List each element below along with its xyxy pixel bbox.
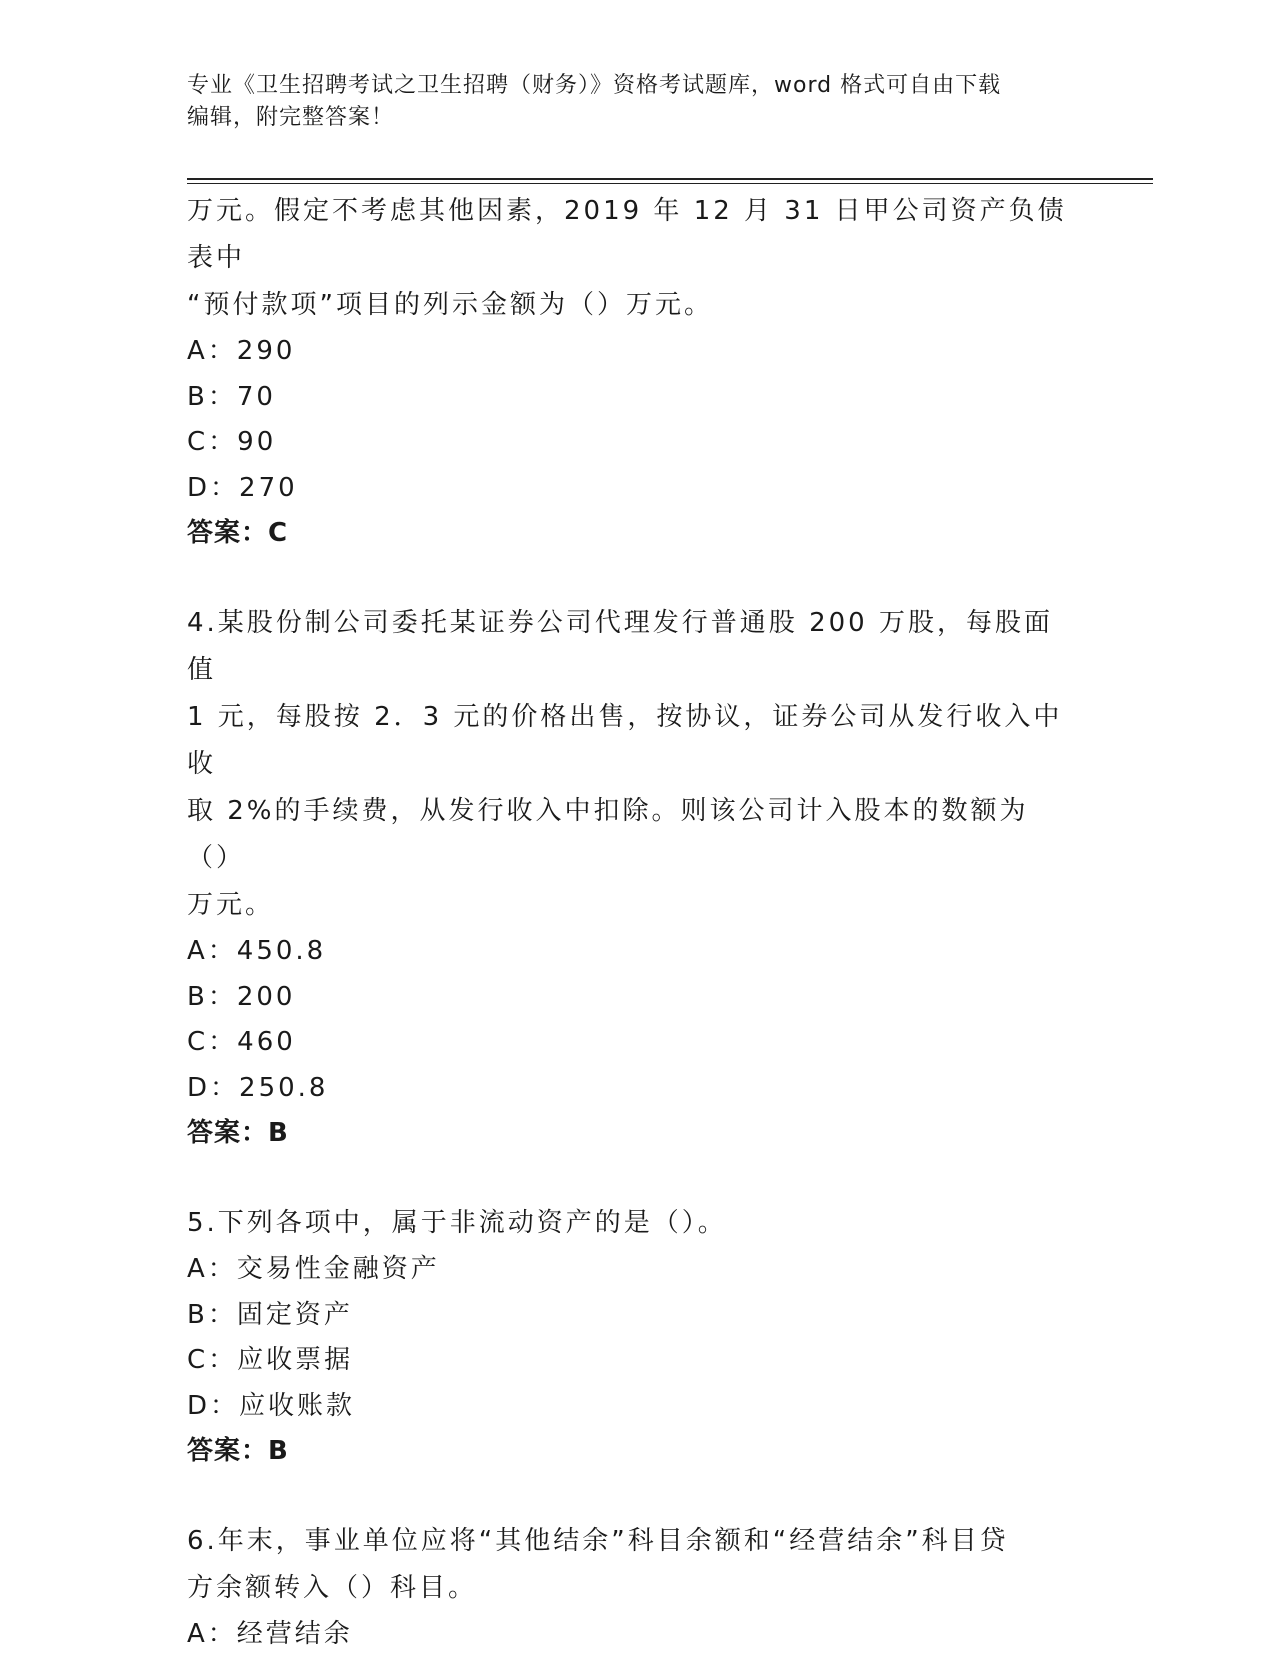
question-6: [187, 1518, 1067, 1658]
answer: 答案：C: [187, 518, 289, 548]
question-3-continued: [187, 188, 1067, 556]
question-text-line: 万元。: [187, 890, 275, 920]
option-b: B：70: [187, 381, 276, 412]
document-header: [187, 70, 1067, 134]
question-5: [187, 1200, 1067, 1474]
option-a: A：290: [187, 336, 296, 366]
option-d: D：250.8: [187, 1072, 329, 1103]
document-body: [187, 188, 1067, 1658]
question-4: [187, 600, 1067, 1156]
question-text-line: 1 元，每股按 2．3 元的价格出售，按协议，证券公司从发行收入中收: [187, 702, 1063, 779]
question-text-line: 4.某股份制公司委托某证券公司代理发行普通股 200 万股，每股面值: [187, 608, 1053, 685]
question-text-line: 万元。假定不考虑其他因素，2019 年 12 月 31 日甲公司资产负债表中: [187, 196, 1067, 273]
option-c: C：90: [187, 427, 277, 457]
question-text-line: 方余额转入（）科目。: [187, 1573, 478, 1603]
answer: 答案：B: [187, 1436, 289, 1466]
option-d: D：270: [187, 472, 298, 503]
option-b: B：200: [187, 981, 296, 1012]
option-c: C：应收票据: [187, 1345, 354, 1375]
question-text-line: 取 2%的手续费，从发行收入中扣除。则该公司计入股本的数额为（）: [187, 796, 1029, 873]
option-d: D：应收账款: [187, 1390, 356, 1421]
question-text-line: “预付款项”项目的列示金额为（）万元。: [187, 290, 713, 320]
option-b: B：固定资产: [187, 1299, 353, 1330]
answer: 答案：B: [187, 1118, 289, 1148]
option-a: A：经营结余: [187, 1619, 353, 1649]
question-text-line: 6.年末，事业单位应将“其他结余”科目余额和“经营结余”科目贷: [187, 1526, 1009, 1556]
header-divider-thick: [187, 178, 1153, 180]
option-a: A：交易性金融资产: [187, 1254, 440, 1284]
header-line-1: 专业《卫生招聘考试之卫生招聘（财务）》资格考试题库，word 格式可自由下载: [187, 73, 1002, 98]
header-divider-thin: [187, 183, 1153, 184]
question-text-line: 5.下列各项中，属于非流动资产的是（）。: [187, 1208, 727, 1238]
option-a: A：450.8: [187, 936, 327, 966]
option-c: C：460: [187, 1027, 296, 1057]
header-line-2: 编辑，附完整答案！: [187, 105, 395, 130]
